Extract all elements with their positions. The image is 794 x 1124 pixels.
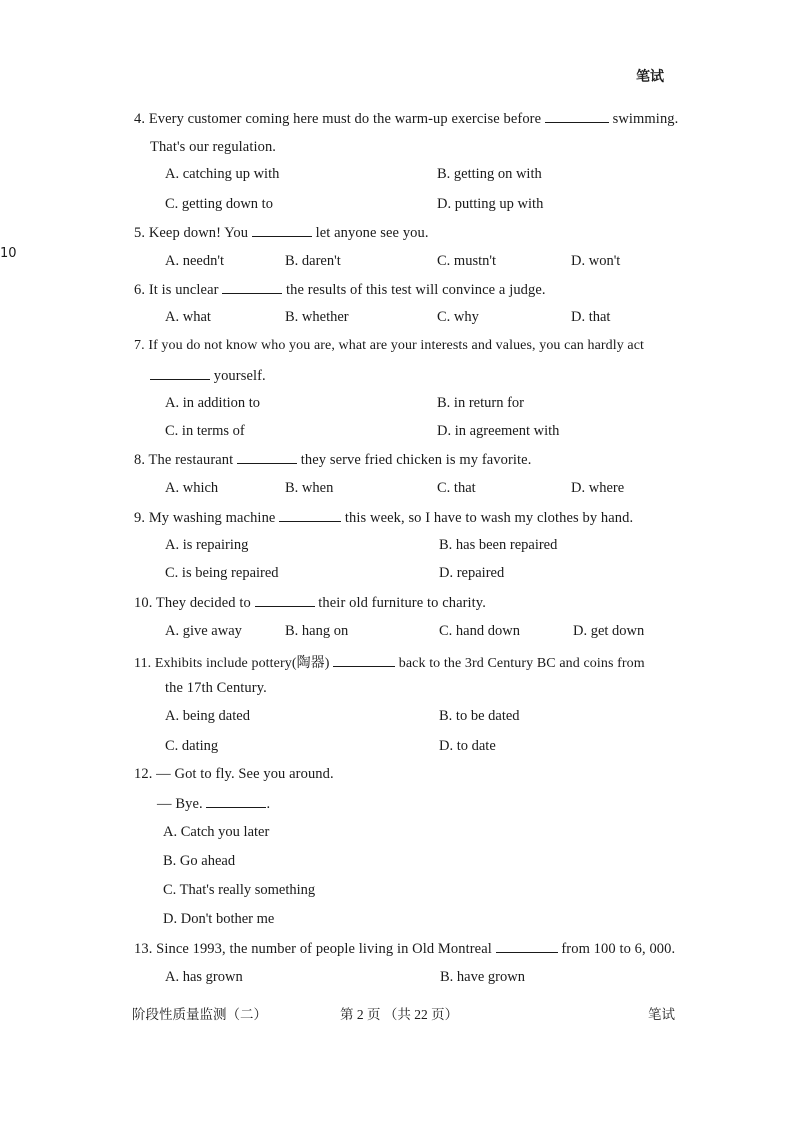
question-text: this week, so I have to wash my clothes by hand. (344, 510, 634, 526)
option-c: C. why (437, 309, 479, 325)
question-8 (134, 451, 531, 469)
question-13 (134, 940, 675, 958)
option-b: B. have grown (440, 969, 525, 985)
option-a: A. in addition to (165, 395, 261, 411)
question-9 (134, 509, 633, 527)
question-text: swimming. (612, 111, 679, 127)
question-text: the results of this test will convince a judge. (286, 282, 546, 298)
question-number: 9. (134, 510, 146, 526)
question-text: back to the 3rd Century BC and coins from (398, 656, 645, 671)
option-a: A. which (165, 480, 219, 496)
question-11-continued: the 17th Century. (165, 680, 267, 696)
question-text: Since 1993, the number of people living in Old Montreal (156, 941, 492, 957)
option-a: A. being dated (165, 708, 250, 724)
margin-mark: 10 (0, 246, 17, 261)
option-d: D. to date (439, 738, 496, 754)
question-text: yourself. (213, 368, 266, 384)
question-10 (134, 594, 486, 612)
footer-label: 笔试 (648, 1007, 675, 1022)
answer-blank (496, 940, 558, 953)
option-a: A. give away (165, 623, 242, 639)
option-b: B. getting on with (437, 166, 542, 182)
option-d: D. that (571, 309, 611, 325)
option-d: D. get down (573, 623, 645, 639)
option-d: D. Don't bother me (163, 911, 275, 927)
option-a: A. Catch you later (163, 824, 270, 840)
answer-blank (252, 224, 312, 237)
option-c: C. in terms of (165, 423, 245, 439)
question-text: Every customer coming here must do the warm-up exercise before (148, 111, 542, 127)
answer-blank (222, 281, 282, 294)
question-text: let anyone see you. (315, 225, 429, 241)
question-11 (134, 652, 645, 672)
option-b: B. when (285, 480, 334, 496)
question-text: from 100 to 6, 000. (561, 941, 676, 957)
question-text: My washing machine (148, 510, 276, 526)
option-b: B. daren't (285, 253, 341, 269)
question-text: Keep down! You (148, 225, 249, 241)
option-a: A. has grown (165, 969, 243, 985)
option-c: C. getting down to (165, 196, 273, 212)
header-label: 笔试 (636, 70, 664, 85)
question-number: 11. (134, 656, 152, 671)
option-b: B. hang on (285, 623, 349, 639)
question-number: 8. (134, 452, 146, 468)
question-text: Exhibits include pottery(陶器) (154, 656, 330, 671)
question-text: The restaurant (148, 452, 234, 468)
option-b: B. has been repaired (439, 537, 558, 553)
option-a: A. is repairing (165, 537, 249, 553)
question-text: they serve fried chicken is my favorite. (300, 452, 532, 468)
option-d: D. won't (571, 253, 621, 269)
question-text: . (266, 796, 271, 812)
question-12 (134, 766, 334, 783)
question-text: — Bye. (157, 796, 203, 812)
question-7-continued (150, 367, 266, 385)
option-c: C. hand down (439, 623, 520, 639)
question-number: 10. (134, 595, 153, 611)
option-b: B. in return for (437, 395, 524, 411)
option-d: D. where (571, 480, 625, 496)
option-c: C. that (437, 480, 476, 496)
option-d: D. repaired (439, 565, 505, 581)
question-text: If you do not know who you are, what are your interests and values, you can hardly act (148, 338, 645, 353)
answer-blank (206, 795, 266, 808)
question-text: It is unclear (148, 282, 219, 298)
option-b: B. to be dated (439, 708, 520, 724)
option-c: C. dating (165, 738, 219, 754)
answer-blank (279, 509, 341, 522)
option-c: C. mustn't (437, 253, 497, 269)
question-7 (134, 338, 644, 354)
question-number: 6. (134, 282, 146, 298)
footer-exam-title: 阶段性质量监测（二） (132, 1007, 267, 1022)
question-12-reply (157, 795, 270, 813)
question-number: 7. (134, 338, 145, 353)
question-number: 4. (134, 111, 146, 127)
question-5 (134, 224, 429, 242)
question-6 (134, 281, 546, 299)
question-4-continued: That's our regulation. (150, 139, 277, 155)
answer-blank (333, 654, 395, 667)
option-a: A. needn't (165, 253, 224, 269)
question-number: 5. (134, 225, 146, 241)
answer-blank (237, 451, 297, 464)
answer-blank (545, 110, 609, 123)
question-text: — Got to fly. See you around. (156, 766, 334, 782)
option-d: D. in agreement with (437, 423, 560, 439)
answer-blank (150, 367, 210, 380)
option-b: B. whether (285, 309, 349, 325)
footer-page-number: 第 2 页 （共 22 页） (340, 1007, 459, 1022)
question-number: 13. (134, 941, 153, 957)
option-a: A. what (165, 309, 211, 325)
option-c: C. That's really something (163, 882, 316, 898)
question-text: They decided to (155, 595, 251, 611)
question-number: 12. (134, 766, 153, 782)
option-c: C. is being repaired (165, 565, 279, 581)
option-a: A. catching up with (165, 166, 280, 182)
question-text: their old furniture to charity. (318, 595, 486, 611)
answer-blank (255, 594, 315, 607)
question-4 (134, 110, 678, 128)
option-b: B. Go ahead (163, 853, 236, 869)
option-d: D. putting up with (437, 196, 544, 212)
